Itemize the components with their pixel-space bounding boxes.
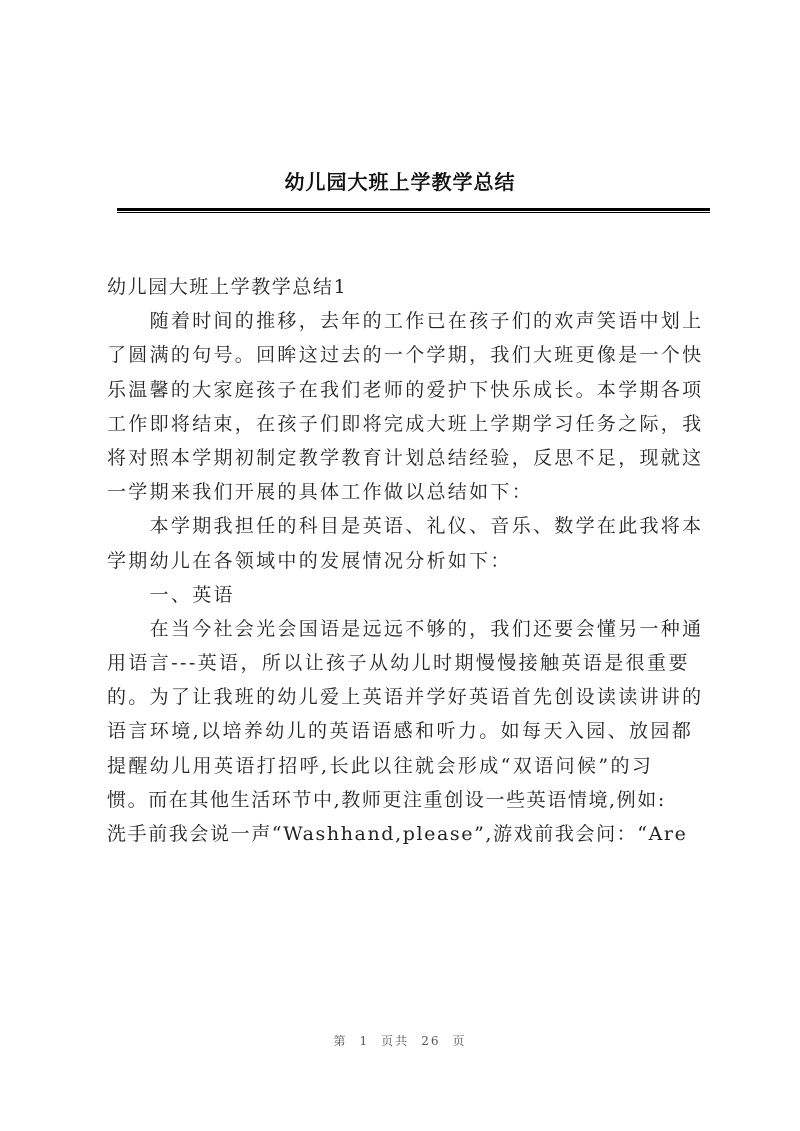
page-footer bbox=[0, 1032, 800, 1049]
paragraph-line: 学期幼儿在各领域中的发展情况分析如下： bbox=[107, 549, 512, 572]
footer-total-pages: 26 bbox=[421, 1034, 441, 1048]
paragraph-line: 语言环境,以培养幼儿的英语语感和听力。如每天入园、放园都 bbox=[107, 720, 694, 743]
footer-suffix: 页 bbox=[452, 1034, 467, 1048]
paragraph-line: 的。为了让我班的幼儿爱上英语并学好英语首先创设读读讲讲的 bbox=[107, 686, 704, 709]
footer-prefix: 第 bbox=[333, 1034, 348, 1048]
paragraph-line: 本学期我担任的科目是英语、礼仪、音乐、数学在此我将本 bbox=[107, 515, 704, 538]
paragraph-line: 惯。而在其他生活环节中,教师更注重创设一些英语情境,例如: bbox=[107, 788, 666, 811]
paragraph-line: 在当今社会光会国语是远远不够的，我们还要会懂另一种通 bbox=[107, 617, 704, 640]
footer-current-page: 1 bbox=[359, 1034, 370, 1048]
paragraph-line: 乐温馨的大家庭孩子在我们老师的爱护下快乐成长。本学期各项 bbox=[107, 378, 704, 401]
paragraph-line: 洗手前我会说一声“Washhand,please”,游戏前我会问：“Are bbox=[107, 823, 688, 845]
paragraph-line: 工作即将结束，在孩子们即将完成大班上学期学习任务之际，我 bbox=[107, 412, 704, 435]
paragraph-line: 用语言---英语，所以让孩子从幼儿时期慢慢接触英语是很重要 bbox=[107, 652, 690, 675]
paragraph-line: 将对照本学期初制定教学教育计划总结经验，反思不足，现就这 bbox=[107, 446, 704, 469]
paragraph-line: 了圆满的句号。回眸这过去的一个学期，我们大班更像是一个快 bbox=[107, 344, 704, 367]
page-title: 幼儿园大班上学教学总结 bbox=[284, 170, 516, 194]
title-divider bbox=[117, 208, 710, 213]
document-body bbox=[107, 270, 712, 851]
subsection-heading: 一、英语 bbox=[107, 583, 235, 606]
paragraph-line: 一学期来我们开展的具体工作做以总结如下： bbox=[107, 481, 534, 504]
footer-middle: 页共 bbox=[381, 1034, 410, 1048]
paragraph-line: 提醒幼儿用英语打招呼,长此以往就会形成“双语问候”的习 bbox=[107, 754, 654, 777]
section-heading: 幼儿园大班上学教学总结1 bbox=[107, 276, 348, 298]
paragraph-line: 随着时间的推移，去年的工作已在孩子们的欢声笑语中划上 bbox=[107, 310, 704, 333]
